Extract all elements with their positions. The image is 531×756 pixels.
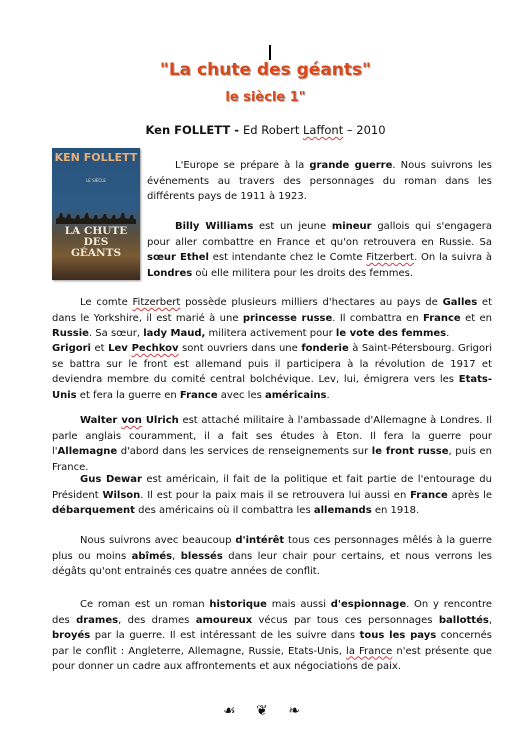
document-subtitle: le siècle 1" xyxy=(225,90,306,105)
paragraph-gus: Gus Dewar est américain, il fait de la politique et fait partie de l'entourage du Président Wilson. Il est pour la paix mais il se retrouvera lui aussi en France après le débarquement des américains où il combattra les allemands en 1918. xyxy=(52,474,493,516)
fleuron-ornament-icon: ☙ ❦ ❧ xyxy=(223,703,308,719)
cover-title xyxy=(52,226,140,259)
byline-publisher-name: Laffont xyxy=(303,123,344,137)
paragraph-intro: L'Europe se prépare à la grande guerre. Nous suivrons les événements au travers des personnages du roman dans les différents pays de 1911 à 1923. xyxy=(147,160,492,202)
paragraph-interest: Nous suivrons avec beaucoup d'intérêt tous ces personnages mêlés à la guerre plus ou moins abîmés, blessés dans leur chair pour certains, et nous verrons les dégâts qu'ont entrainés ces quatre années de conflit. xyxy=(52,535,492,577)
cover-series: LE SIÈCLE xyxy=(86,178,106,183)
byline-separator: - xyxy=(230,123,244,137)
document-title: "La chute des géants" xyxy=(159,60,372,80)
paragraph-fitzerbert: Le comte Fitzerbert possède plusieurs milliers d'hectares au pays de Galles et dans le Yorkshire, il est marié à une princesse russe. Il combattra en France et en Russie. Sa sœur, lady Maud, militera activement pour le vote des femmes. xyxy=(52,297,492,339)
byline xyxy=(0,123,531,137)
cover-title-line: GÉANTS xyxy=(70,247,122,259)
byline-publisher: Ed Robert xyxy=(243,123,304,137)
paragraph-walter: Walter von Ulrich est attaché militaire à l'ambassade d'Allemagne à Londres. Il parle anglais couramment, il a fait ses études à Eton. Il fera la guerre pour l'Allemagne d'abord dans les services de renseignements sur le front russe, puis en France. xyxy=(52,415,493,473)
paragraph-billy: Billy Williams est un jeune mineur gallois qui s'engagera pour aller combattre en France et qu'on retrouvera en Russie. Sa sœur Ethel est intendante chez le Comte Fitzerbert. On la suivra à Londres où elle militera pour les droits des femmes. xyxy=(147,221,492,279)
paragraph-grigori-lev: Grigori et Lev Pechkov sont ouvriers dans une fonderie à Saint-Pétersbourg. Grigori se battra sur le front est allemand puis il participera à la révolution de 1917 et deviendra membre du comité central bolchévique. Lev, lui, émigrera vers les Etats-Unis et fera la guerre en France avec les américains. xyxy=(52,343,493,401)
cover-author: KEN FOLLETT xyxy=(54,151,138,164)
text-cursor xyxy=(269,45,271,60)
byline-author: Ken FOLLETT xyxy=(145,123,231,137)
cover-title-line: DES xyxy=(83,236,109,248)
book-cover-image xyxy=(52,148,140,280)
cover-title-line: LA CHUTE xyxy=(64,225,128,237)
byline-year: – 2010 xyxy=(343,123,386,137)
cover-soldiers-silhouette xyxy=(56,210,136,224)
paragraph-conclusion: Ce roman est un roman historique mais aussi d'espionnage. On y rencontre des drames, des drames amoureux vécus par tous ces personnages ballottés, broyés par la guerre. Il est intéressant de les suivre dans tous les pays concernés par le conflit : Angleterre, Allemagne, Russie, Etats-Unis, la France n'est présente que pour donner un cadre aux affrontements et aux négociations de paix. xyxy=(52,599,493,672)
